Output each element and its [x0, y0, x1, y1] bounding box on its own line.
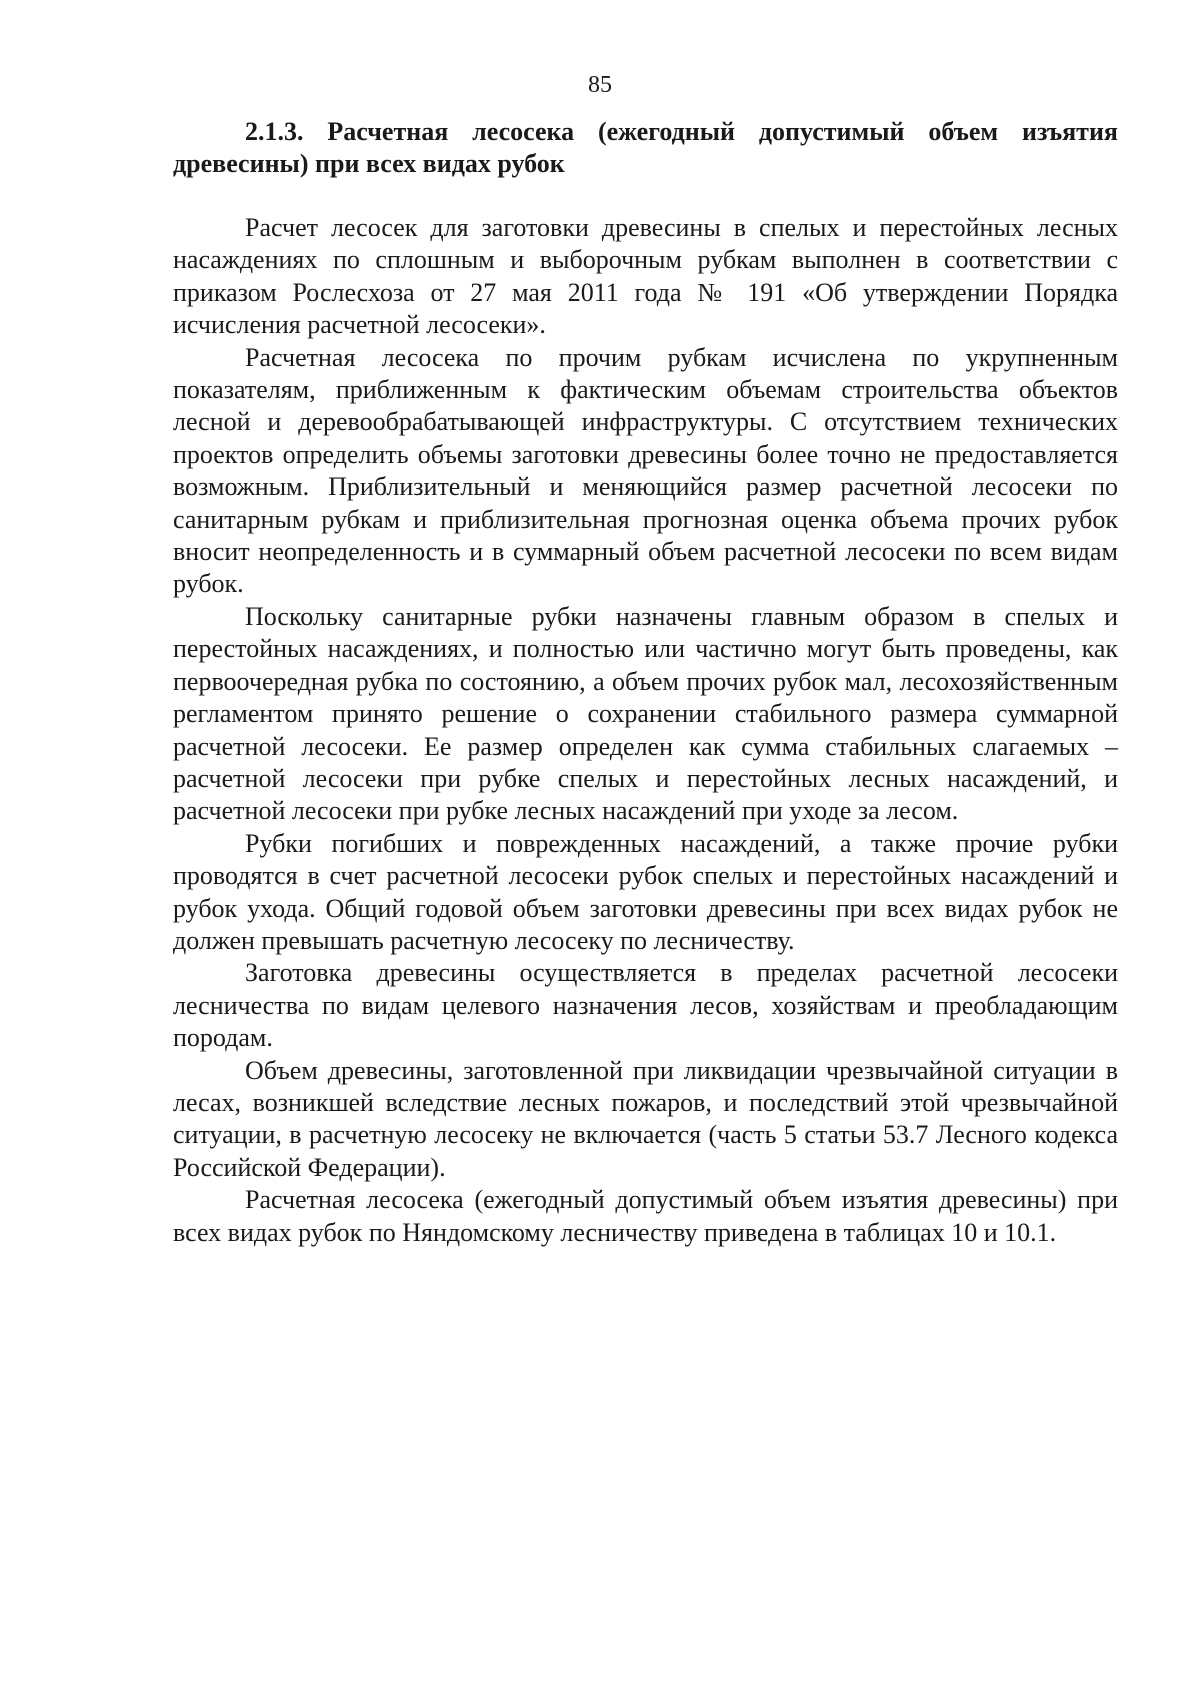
paragraph-3: Поскольку санитарные рубки назначены главным образом в спелых и перестойных насаждениях, и полностью или частично могут быть проведены, как первоочередная рубка по состоянию, а объем прочих рубок мал, лесохозяйственным регламентом принято решение о сохранении стабильного размера суммарной расчетной лесосеки. Ее размер определен как сумма стабильных слагаемых – расчетной лесосеки при рубке спелых и перестойных лесных насаждений, и расчетной лесосеки при рубке лесных насаждений при уходе за лесом. [173, 601, 1118, 826]
paragraph-5: Заготовка древесины осуществляется в пределах расчетной лесосеки лесничества по видам целевого назначения лесов, хозяйствам и преобладающим породам. [173, 958, 1118, 1053]
paragraph-6: Объем древесины, заготовленной при ликвидации чрезвычайной ситуации в лесах, возникшей вследствие лесных пожаров, и последствий этой чрезвычайной ситуации, в расчетную лесосеку не включается (часть 5 статьи 53.7 Лесного кодекса Российской Федерации). [173, 1055, 1118, 1182]
page-number: 85 [588, 72, 612, 98]
paragraph-4: Рубки погибших и поврежденных насаждений, а также прочие рубки проводятся в счет расчетной лесосеки рубок спелых и перестойных насаждений и рубок ухода. Общий годовой объем заготовки древесины при всех видах рубок не должен превышать расчетную лесосеку по лесничеству. [173, 828, 1118, 955]
paragraph-2: Расчетная лесосека по прочим рубкам исчислена по укрупненным показателям, приближенным к фактическим объемам строительства объектов лесной и деревообрабатывающей инфраструктуры. С отсутствием технических проектов определить объемы заготовки древесины более точно не предоставляется возможным. Приблизительный и меняющийся размер расчетной лесосеки по санитарным рубкам и приблизительная прогнозная оценка объема прочих рубок вносит неопределенность и в суммарный объем расчетной лесосеки по всем видам рубок. [173, 342, 1118, 599]
body-text [173, 212, 1118, 1249]
section-heading: 2.1.3. Расчетная лесосека (ежегодный допустимый объем изъятия древесины) при всех видах рубок [173, 117, 1118, 178]
paragraph-1: Расчет лесосек для заготовки древесины в спелых и перестойных лесных насаждениях по сплошным и выборочным рубкам выполнен в соответствии с приказом Рослесхоза от 27 мая 2011 года № 191 «Об утверждении Порядка исчисления расчетной лесосеки». [173, 213, 1118, 340]
paragraph-7: Расчетная лесосека (ежегодный допустимый объем изъятия древесины) при всех видах рубок по Няндомскому лесничеству приведена в таблицах 10 и 10.1. [173, 1185, 1118, 1247]
